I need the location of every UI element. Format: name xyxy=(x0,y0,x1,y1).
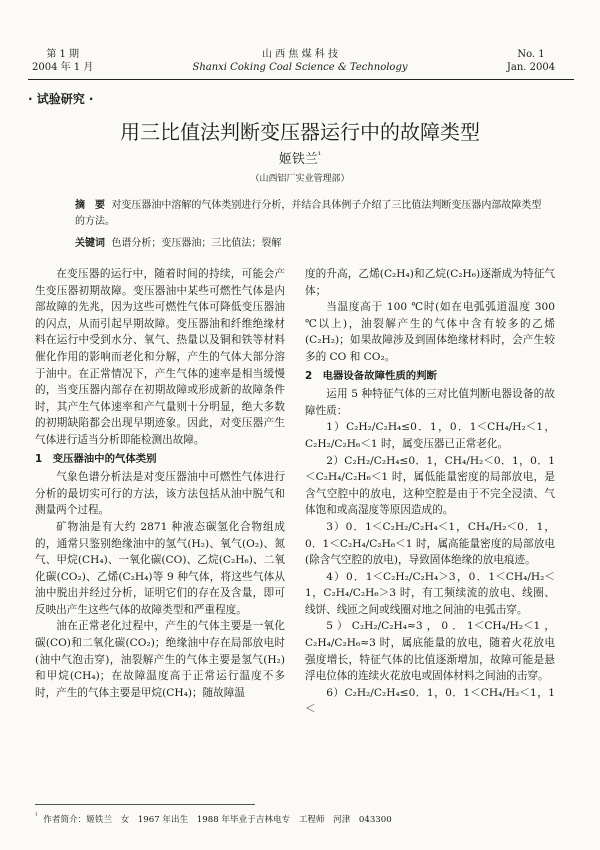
paragraph: 4）0．1＜C₂H₂/C₂H₄＞3，0．1＜CH₄/H₂＜1，C₂H₄/C₂H₆＞3 时，有工频续流的放电、线圈、线饼、线匝之间或线圈对地之间油的电弧击穿。 xyxy=(305,570,555,616)
footnote-rule xyxy=(35,804,255,805)
author-footnote-mark: ¹ xyxy=(317,150,322,160)
footnote xyxy=(35,812,555,825)
affiliation: （山西铝厂实业管理部） xyxy=(250,174,350,184)
abstract xyxy=(75,198,545,230)
abstract-label: 摘 要 xyxy=(75,200,105,211)
paragraph: 6）C₂H₂/C₂H₄≤0．1，0．1＜CH₄/H₂＜1，1＜ xyxy=(305,686,555,716)
paragraph: 2）C₂H₂/C₂H₄≤0．1，CH₄/H₂＜0．1，0．1＜C₂H₄/C₂H₆＜1 时，属低能量密度的局部放电，是含气空腔中的放电，这种空腔是由于不完全浸渍、气体饱和或高湿度等原因造成的。 xyxy=(305,454,555,517)
issue-number: 第 1 期 xyxy=(46,49,80,60)
author: 姬铁兰 xyxy=(278,152,318,167)
keywords xyxy=(75,236,545,252)
header-right xyxy=(500,48,562,74)
paragraph: 度的升高，乙烯(C₂H₄)和乙烷(C₂H₆)逐渐成为特征气体； xyxy=(305,268,555,297)
issue-number-en: No. 1 xyxy=(517,49,545,60)
footnote-text: 作者简介：姬铁兰 女 1967 年出生 1988 年毕业于吉林电专 工程师 河津 043300 xyxy=(43,814,392,825)
section-tag: · 试验研究 · xyxy=(28,92,94,106)
paragraph: 5）C₂H₂/C₂H₄≈3，0．1＜CH₄/H₂＜1，C₂H₄/C₂H₆≈3 时，属底能量的放电，随着火花放电强度增长，特征气体的比值逐渐增加，故障可能是悬浮电位体的连续火花放电或固体材料之间油的击穿。 xyxy=(305,620,555,683)
author-line xyxy=(0,148,600,167)
paragraph: 3）0．1＜C₂H₂/C₂H₄＜1，CH₄/H₂＜0．1，0．1＜C₂H₄/C₂H₆＜1 时，属高能量密度的局部放电(除含气空腔的放电)，导致固体绝缘的放电痕迹。 xyxy=(305,520,555,567)
header-center xyxy=(150,48,450,74)
issue-date-en: Jan. 2004 xyxy=(506,62,556,73)
header-left xyxy=(32,48,93,74)
left-column xyxy=(35,266,285,701)
keywords-text: 色谱分析；变压器油；三比值法；裂解 xyxy=(111,238,282,249)
page-title: 用三比值法判断变压器运行中的故障类型 xyxy=(120,120,480,144)
paragraph: 在变压器的运行中，随着时间的持续，可能会产生变压器初期故障。变压器油中某些可燃性气体是内部故障的先兆，因为这些可燃性气体可降低变压器油的闪点，从而引起早期故障。变压器油和纤维绝缘材料在运行中受到水分、氧气、热量以及铜和铁等材料催化作用的影响而老化和分解，产生的气体大部分溶于油中。在正常情况下，产生气体的速率是相当缓慢的，当变压器内部存在初期故障或形成新的故障条件时，其产生气体速率和产气量则十分明显，绝大多数的初期缺陷都会出现早期迹象。因此，对变压器产生气体进行适当分析即能检测出故障。 xyxy=(35,268,285,446)
right-column xyxy=(305,266,555,718)
section-heading: 2 电器设备故障性质的判断 xyxy=(305,369,437,382)
header-rule xyxy=(28,79,574,80)
paragraph: 运用 5 种特征气体的三对比值判断电器设备的故障性质： xyxy=(305,388,555,417)
paragraph: 1）C₂H₂/C₂H₄≤0．1，0．1＜CH₄/H₂＜1，C₂H₂/C₂H₆＜1 时，属变压器已正常老化。 xyxy=(305,421,555,450)
journal-name-en: Shanxi Coking Coal Science & Technology xyxy=(192,62,408,73)
keywords-label: 关键词 xyxy=(75,238,105,249)
journal-name-cn: 山 西 焦 煤 科 技 xyxy=(262,49,338,60)
paragraph: 气象色谱分析法是对变压器油中可燃性气体进行分析的最切实可行的方法，该方法包括从油中脱气和测量两个过程。 xyxy=(35,471,285,517)
footnote-mark: ¹ xyxy=(35,812,38,820)
abstract-text: 对变压器油中溶解的气体类别进行分析，并结合具体例子介绍了三比值法判断变压器内部故障类型的方法。 xyxy=(75,200,542,227)
section-heading: 1 变压器油中的气体类别 xyxy=(35,452,157,465)
paragraph: 油在正常老化过程中，产生的气体主要是一氧化碳(CO)和二氧化碳(CO₂)；绝缘油中存在局部放电时(油中气泡击穿)，油裂解产生的气体主要是氢气(H₂)和甲烷(CH₄)；在故障温度高于正常运行温度不多时，产生的气体主要是甲烷(CH₄)；随故障温 xyxy=(35,620,285,699)
paragraph: 当温度高于 100 ℃时(如在电弧弧道温度 300 ℃以上)，油裂解产生的气体中含有较多的乙烯(C₂H₂)；如果故障涉及到固体绝缘材料时，会产生较多的 CO 和 CO₂。 xyxy=(305,301,555,363)
issue-date: 2004 年 1 月 xyxy=(32,62,94,73)
paragraph: 矿物油是有大约 2871 种液态碳氢化合物组成的，通常只鉴别绝缘油中的氢气(H₂)、氧气(O₂)、氮气、甲烷(CH₄)、一氧化碳(CO)、乙烷(C₂H₆)、二氧化碳(CO₂)、乙烯(C₂H₄)等 9 种气体，将这些气体从油中脱出并经过分析，证明它们的存在及含量，即可反映出产生这些气体的故障类型和严重程度。 xyxy=(35,520,285,616)
